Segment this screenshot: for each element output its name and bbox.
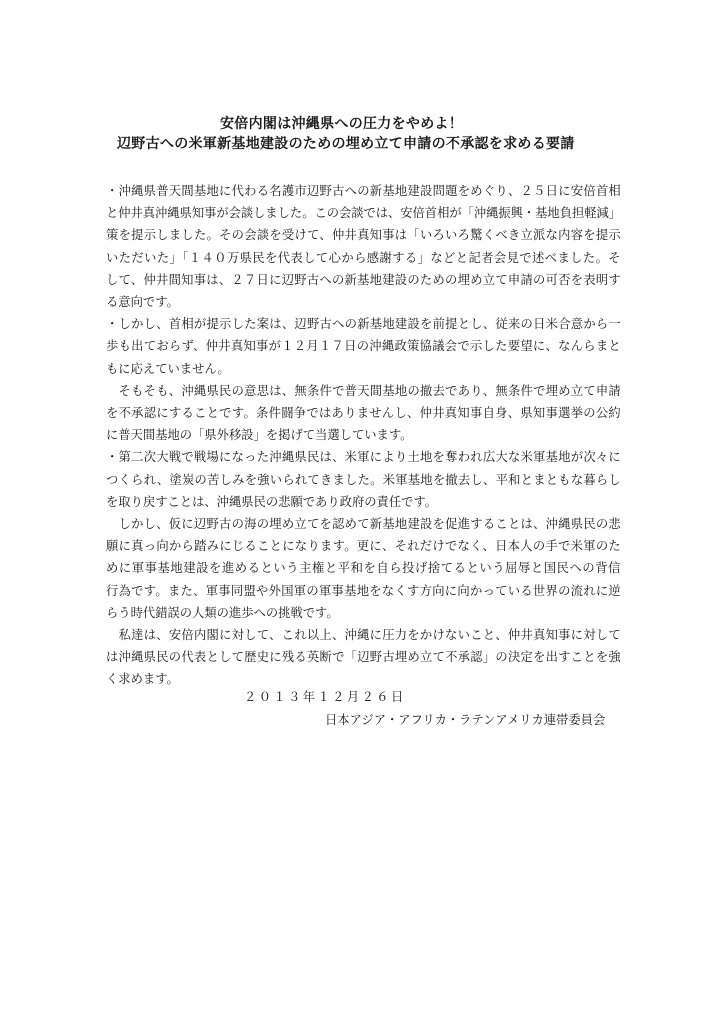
body-line: めに軍事基地建設を進めるという主権と平和を自ら投げ捨てるという屈辱と国民への背信 [106,561,621,576]
document-title: 安倍内閣は沖縄県への圧力をやめよ！ [220,116,464,132]
body-line: ・第二次大戦で戦場になった沖縄県民は、米軍により土地を奪われ広大な米軍基地が次々に [106,450,621,465]
body-line: つくられ、塗炭の苦しみを強いられてきました。米軍基地を撤去し、平和とまともな暮らし [106,472,621,487]
document-date: ２０１３年１２月２６日 [244,690,406,704]
body-line: いただいた」「１４０万県民を代表して心から感謝する」などと記者会見で述べました。そ [106,250,621,265]
body-line: く求めます。 [106,672,179,687]
body-line: 願に真っ向から踏みにじることになります。更に、それだけでなく、日本人の手で米軍のた [106,539,621,554]
body-line: らう時代錯誤の人類の進歩への挑戦です。 [106,605,339,620]
body-line: 歩も出ておらず、仲井真知事が１２月１７日の沖縄政策協議会で示した要望に、なんらまと [106,339,621,354]
body-line: ・しかし、首相が提示した案は、辺野古への新基地建設を前提とし、従来の日米合意から一 [106,317,621,332]
body-line: 私達は、安倍内閣に対して、これ以上、沖縄に圧力をかけないこと、仲井真知事に対して [106,628,621,643]
body-line: もに応えていません。 [106,361,230,376]
body-line: して、仲井間知事は、２７日に辺野古への新基地建設のための埋め立て申請の可否を表明す [106,272,621,287]
document-body [106,180,621,691]
body-line: そもそも、沖縄県民の意思は、無条件で普天間基地の撤去であり、無条件で埋め立て申請 [106,383,621,398]
document-subtitle: 辺野古への米軍新基地建設のための埋め立て申請の不承認を求める要請 [117,136,575,152]
title-block [0,114,724,154]
body-line: しかし、仮に辺野古の海の埋め立てを認めて新基地建設を促進することは、沖縄県民の悲 [106,517,621,532]
body-line: は沖縄県民の代表として歴史に残る英断で「辺野古埋め立て不承認」の決定を出すことを強 [106,650,621,665]
body-line: を取り戻すことは、沖縄県民の悲願であり政府の責任です。 [106,494,438,509]
document-organization: 日本アジア・アフリカ・ラテンアメリカ連帯委員会 [325,713,606,727]
body-line: 策を提示しました。その会談を受けて、仲井真知事は「いろいろ驚くべき立派な内容を提示 [106,228,621,243]
body-line: 行為です。また、軍事同盟や外国軍の軍事基地をなくす方向に向かっている世界の流れに逆 [106,583,621,598]
body-line: る意向です。 [106,295,179,310]
body-line: を不承認にすることです。条件闘争ではありませんし、仲井真知事自身、県知事選挙の公約 [106,406,621,421]
body-line: に普天間基地の「県外移設」を掲げて当選しています。 [106,428,413,443]
body-line: ・沖縄県普天間基地に代わる名護市辺野古への新基地建設問題をめぐり、２５日に安倍首相 [106,184,621,198]
body-line: と仲井真沖縄県知事が会談しました。この会談では、安倍首相が「沖縄振興・基地負担軽減」 [106,206,622,221]
